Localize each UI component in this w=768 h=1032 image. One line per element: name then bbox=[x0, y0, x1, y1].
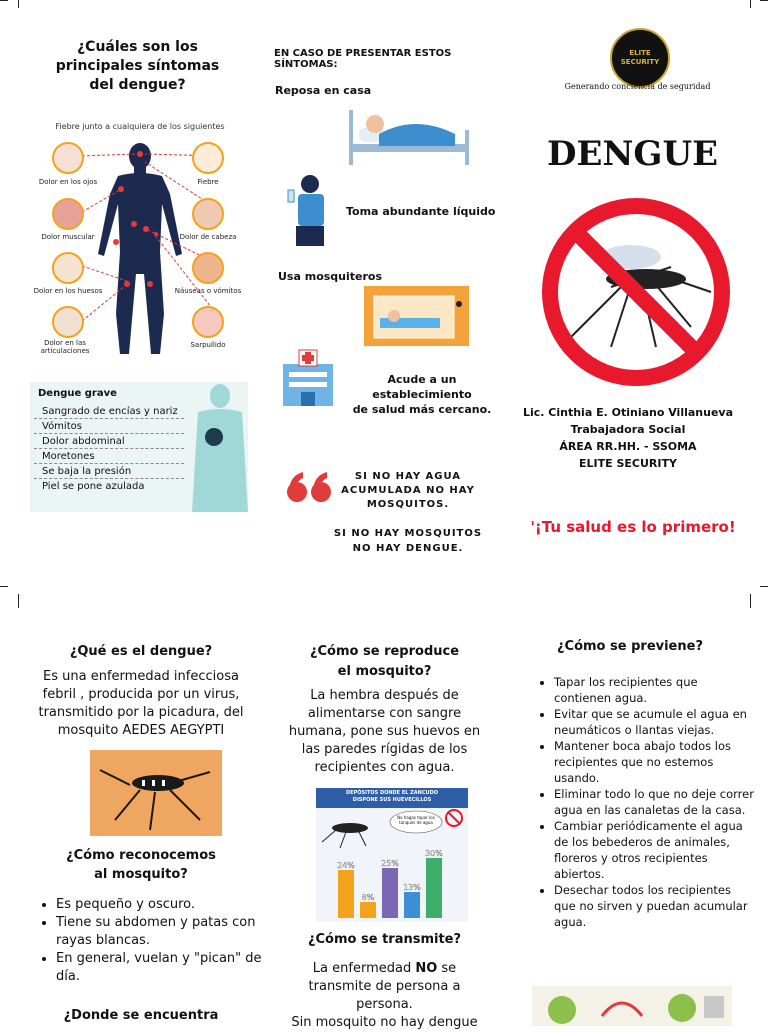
list-item: • Evitar que se acumule el agua en neumáticos o llantas viejas. bbox=[554, 706, 754, 738]
crop-mark bbox=[750, 594, 751, 608]
transmit-body: La enfermedad NO se transmite de persona a persona. Sin mosquito no hay dengue bbox=[291, 961, 478, 1030]
reproduce-title: ¿Cómo se reproduce el mosquito? bbox=[309, 644, 460, 679]
bars bbox=[337, 849, 443, 918]
clinic-label: Acude a un establecimiento de salud más cercano. bbox=[352, 373, 492, 416]
label-rash: Sarpullido bbox=[190, 341, 226, 349]
dengue-title: DENGUE bbox=[546, 134, 719, 174]
quote-text: SI NO HAY AGUA ACUMULADA NO HAY MOSQUITOS. bbox=[341, 471, 475, 510]
mosquito-illustration bbox=[322, 823, 368, 848]
list-item: • En general, vuelan y "pican" de día. bbox=[56, 950, 266, 986]
severe-dengue-box bbox=[30, 382, 248, 512]
list-item: Se baja la presión bbox=[34, 464, 184, 479]
chart-bar bbox=[338, 870, 354, 918]
bed-rest-icon bbox=[345, 100, 475, 170]
chart-bar bbox=[426, 858, 442, 918]
list-item: • Mantener boca abajo todos los recipientes que no estemos usando. bbox=[554, 738, 754, 786]
severe-title: Dengue grave bbox=[38, 388, 117, 399]
what-is-body: Es una enfermedad infecciosa febril , producida por un virus, transmitido por la picadura, del mosquito AEDES AEGYPTI bbox=[38, 669, 244, 738]
list-item: Dolor abdominal bbox=[34, 434, 184, 449]
list-item: Vómitos bbox=[34, 419, 184, 434]
no-sign-icon bbox=[446, 810, 462, 826]
reproduce-body: La hembra después de alimentarse con sangre humana, pone sus huevos en las paredes rígidas de los recipientes con agua. bbox=[288, 688, 481, 775]
author-company: ELITE SECURITY bbox=[579, 457, 677, 470]
chart-data-label: 25% bbox=[381, 859, 399, 868]
what-is-title: ¿Qué es el dengue? bbox=[69, 644, 213, 659]
label-muscle: Dolor muscular bbox=[41, 233, 95, 241]
hospital-icon bbox=[277, 346, 339, 408]
mosquito-net-icon bbox=[364, 286, 469, 346]
prevent-list bbox=[536, 674, 754, 930]
crop-mark bbox=[18, 594, 19, 608]
symptoms-figure bbox=[30, 118, 250, 363]
chart-data-label: 13% bbox=[403, 883, 421, 892]
net-label: Usa mosquiteros bbox=[278, 270, 383, 283]
motto: '¡Tu salud es lo primero! bbox=[530, 518, 736, 536]
list-item: Sangrado de encías y nariz bbox=[34, 404, 184, 419]
label-nausea: Náuseas o vómitos bbox=[174, 287, 242, 295]
list-item: • Cambiar periódicamente el agua de los bebederos de animales, floreros y otros recipientes abiertos. bbox=[554, 818, 754, 882]
label-fever: Fiebre bbox=[197, 178, 219, 186]
severe-list bbox=[34, 404, 184, 493]
crop-mark bbox=[18, 0, 19, 8]
label-joints: Dolor en las articulaciones bbox=[40, 339, 90, 355]
chart-svg bbox=[316, 808, 468, 922]
chart-bar bbox=[404, 892, 420, 918]
body-silhouette-icon bbox=[30, 134, 250, 374]
author-block bbox=[518, 404, 738, 472]
where-title: ¿Donde se encuentra bbox=[63, 1008, 219, 1023]
crop-mark bbox=[760, 0, 768, 1]
chart-bar bbox=[360, 902, 376, 918]
list-item: • Desechar todos los recipientes que no sirven y puedan acumular agua. bbox=[554, 882, 754, 930]
chart-data-label: 24% bbox=[337, 861, 355, 870]
crop-mark bbox=[0, 0, 8, 1]
label-eyes: Dolor en los ojos bbox=[38, 178, 98, 186]
list-item: Piel se pone azulada bbox=[42, 481, 145, 492]
label-headache: Dolor de cabeza bbox=[179, 233, 237, 241]
author-name: Lic. Cinthia E. Otiniano Villanueva bbox=[522, 406, 733, 419]
mosquito-photo bbox=[90, 750, 222, 836]
list-item: • Eliminar todo lo que no deje correr agua en las canaletas de la casa. bbox=[554, 786, 754, 818]
prevent-title: ¿Cómo se previene? bbox=[557, 639, 703, 654]
list-item: Moretones bbox=[34, 449, 184, 464]
crop-mark bbox=[0, 586, 8, 587]
breeding-chart bbox=[316, 788, 468, 922]
slogan: Generando conciencia de seguridad bbox=[564, 82, 711, 91]
recognize-list bbox=[38, 896, 266, 986]
crop-mark bbox=[760, 586, 768, 587]
logo-text: ELITE SECURITY bbox=[620, 49, 660, 66]
list-item: • Tiene su abdomen y patas con rayas blancas. bbox=[56, 914, 266, 950]
list-item: • Tapar los recipientes que contienen agua. bbox=[554, 674, 754, 706]
recognize-title: ¿Cómo reconocemos al mosquito? bbox=[66, 848, 216, 882]
label-bones: Dolor en los huesos bbox=[33, 287, 103, 295]
quote-text-2: SI NO HAY MOSQUITOS NO HAY DENGUE. bbox=[333, 528, 483, 554]
list-item: • Es pequeño y oscuro. bbox=[56, 896, 266, 914]
panel2-title: EN CASO DE PRESENTAR ESTOS SÍNTOMAS: bbox=[274, 48, 452, 70]
crop-mark bbox=[750, 0, 751, 8]
symptoms-title: ¿Cuáles son los principales síntomas del dengue? bbox=[55, 39, 220, 93]
prevention-illustration bbox=[532, 986, 732, 1026]
drinking-person-icon bbox=[278, 172, 338, 252]
chart-bar bbox=[382, 868, 398, 918]
company-logo bbox=[610, 28, 670, 88]
drink-label: Toma abundante líquido bbox=[346, 205, 496, 218]
bubble-text: No hagas tapar los tanques de agua bbox=[397, 815, 435, 825]
chart-data-label: 30% bbox=[425, 849, 443, 858]
author-area: ÁREA RR.HH. - SSOMA bbox=[559, 440, 697, 453]
figure-caption: Fiebre junto a cualquiera de los siguientes bbox=[55, 122, 225, 131]
chart-data-label: 8% bbox=[361, 893, 375, 902]
chart-title: DEPÓSITOS DONDE EL ZANCUDO DISPONE SUS HUEVECILLOS bbox=[316, 788, 468, 808]
no-mosquito-icon bbox=[541, 197, 731, 387]
quote-mark-icon bbox=[285, 468, 335, 508]
author-role: Trabajadora Social bbox=[570, 423, 686, 436]
rest-label: Reposa en casa bbox=[275, 84, 372, 97]
transmit-title: ¿Cómo se transmite? bbox=[307, 932, 462, 947]
